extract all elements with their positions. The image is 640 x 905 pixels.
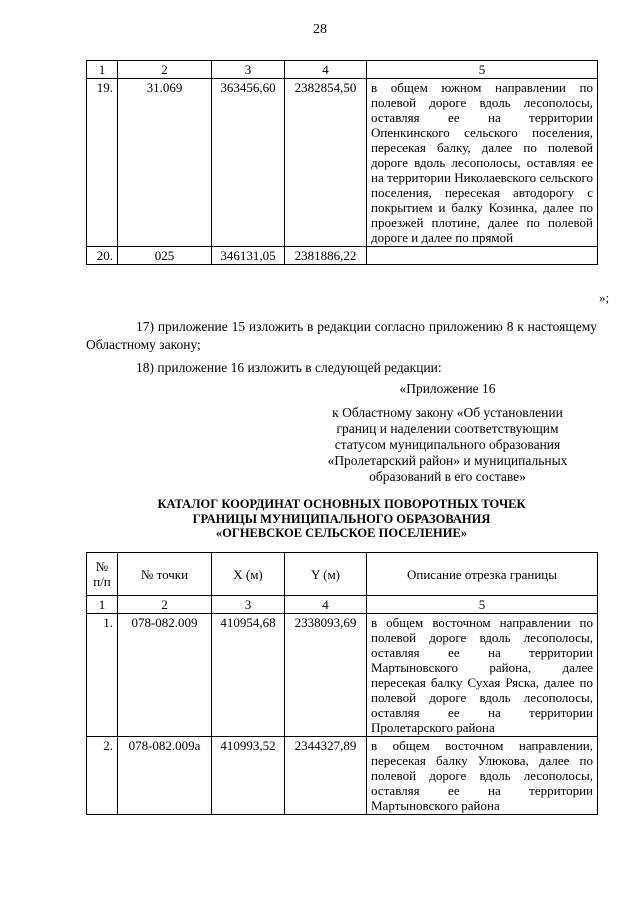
x-header: X (м) — [212, 553, 285, 596]
x-coordinate: 410993,52 — [212, 737, 285, 815]
appendix-line: границ и наделении соответствующим — [336, 421, 559, 436]
row-number: 1. — [87, 614, 118, 737]
table-cell: 2 — [118, 61, 212, 79]
y-coordinate: 2338093,69 — [285, 614, 367, 737]
column-number-row — [87, 596, 598, 614]
table-cell: 4 — [285, 61, 367, 79]
appendix-line: «Пролетарский район» и муниципальных — [327, 453, 568, 468]
appendix-title: «Приложение 16 — [399, 381, 496, 396]
y-header: Y (м) — [285, 553, 367, 596]
catalog-title-line: ГРАНИЦЫ МУНИЦИПАЛЬНОГО ОБРАЗОВАНИЯ — [192, 511, 491, 526]
number-header — [87, 553, 118, 596]
y-coordinate: 2381886,22 — [285, 247, 367, 265]
segment-description: в общем восточном направлении по полевой дороге вдоль лесополосы, оставляя ее на территории Мартыновского района, далее пересекая балку Сухая Ряска, далее по полевой дороге вдоль лесополосы, оставляя ее на территории Пролетарского района — [367, 614, 598, 737]
page-number: 28 — [313, 22, 327, 37]
table-cell: 3 — [212, 61, 285, 79]
table-cell: 5 — [367, 61, 598, 79]
continued-table — [86, 60, 598, 265]
point-id: 078-082.009 — [118, 614, 212, 737]
number-header-bottom: п/п — [93, 574, 111, 589]
row-number: 19. — [87, 79, 118, 247]
description-header: Описание отрезка границы — [367, 553, 598, 596]
point-id: 025 — [118, 247, 212, 265]
table-row — [87, 79, 598, 247]
x-coordinate: 410954,68 — [212, 614, 285, 737]
y-coordinate: 2382854,50 — [285, 79, 367, 247]
row-number: 20. — [87, 247, 118, 265]
table-row — [87, 614, 598, 737]
table-row — [87, 737, 598, 815]
paragraph-17: 17) приложение 15 изложить в редакции согласно приложению 8 к настоящему Областному закону; — [86, 319, 597, 352]
table-cell: 1 — [87, 61, 118, 79]
point-id: 31.069 — [118, 79, 212, 247]
y-coordinate: 2344327,89 — [285, 737, 367, 815]
catalog-title — [86, 497, 597, 541]
x-coordinate: 346131,05 — [212, 247, 285, 265]
number-header-top: № — [95, 559, 109, 574]
closing-quote: »; — [599, 290, 610, 305]
table-cell: 4 — [285, 596, 367, 614]
point-id: 078-082.009а — [118, 737, 212, 815]
appendix-line: образований в его составе» — [369, 469, 526, 484]
appendix-reference — [300, 405, 595, 485]
table-row — [87, 247, 598, 265]
table-cell: 3 — [212, 596, 285, 614]
x-coordinate: 363456,60 — [212, 79, 285, 247]
point-header: № точки — [118, 553, 212, 596]
table-cell: 5 — [367, 596, 598, 614]
appendix-line: статусом муниципального образования — [334, 437, 561, 452]
segment-description — [367, 247, 598, 265]
row-number: 2. — [87, 737, 118, 815]
catalog-title-line: «ОГНЕВСКОЕ СЕЛЬСКОЕ ПОСЕЛЕНИЕ» — [215, 526, 468, 540]
catalog-title-line: КАТАЛОГ КООРДИНАТ ОСНОВНЫХ ПОВОРОТНЫХ ТОЧЕК — [157, 497, 526, 511]
appendix-line: к Областному закону «Об установлении — [332, 405, 563, 420]
table-cell: 2 — [118, 596, 212, 614]
table-cell: 1 — [87, 596, 118, 614]
segment-description: в общем южном направлении по полевой дороге вдоль лесополосы, оставляя ее на территории Опенкинского сельского поселения, пересекая балку, далее по полевой дороге вдоль лесополосы, оставляя ее на территории Николаевского сельского поселения, пересекая автодорогу с покрытием и балку Козинка, далее по проезжей плотине, далее по полевой дороге и далее по прямой — [367, 79, 598, 247]
column-number-row — [87, 61, 598, 79]
segment-description: в общем восточном направлении, пересекая балку Улюкова, далее по полевой дороге вдоль лесополосы, оставляя ее на территории Мартыновского района — [367, 737, 598, 815]
coordinates-table — [86, 552, 598, 815]
header-row — [87, 553, 598, 596]
paragraph-18: 18) приложение 16 изложить в следующей редакции: — [136, 360, 442, 375]
